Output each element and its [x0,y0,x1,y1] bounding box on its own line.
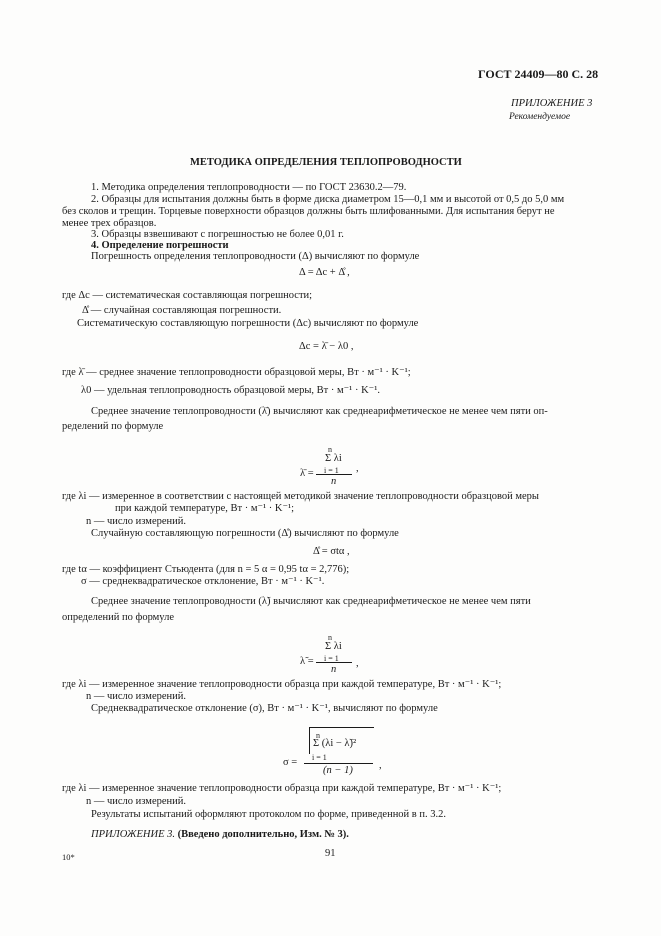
where-10: n — число измерений. [86,691,186,702]
where-9: где λi — измеренное значение теплопроводности образца при каждой температуре, Вт · м⁻¹ · K⁻¹; [62,679,502,690]
formula-3-n-bottom: i = 1 [324,466,339,475]
where-5b: при каждой температуре, Вт · м⁻¹ · K⁻¹; [115,503,295,514]
paragraph-3: 3. Образцы взвешивают с погрешностью не более 0,01 г. [91,229,344,240]
formula-5-comma: , [356,658,359,669]
where-2: Δ̊ — случайная составляющая погрешности. [82,305,282,316]
where-12: n — число измерений. [86,796,186,807]
formula-6-numerator: Σ (λi − λ̃)² [313,738,357,749]
formula-3-fraction-bar [316,474,352,475]
paragraph-7a: Среднее значение теплопроводности (λ̄) вычисляют как среднеарифметическое не менее чем пяти оп- [91,406,548,417]
formula-5-numerator: Σ λi [325,641,342,652]
paragraph-7b: ределений по формуле [62,421,164,432]
paragraph-11: Результаты испытаний оформляют протоколом по форме, приведенной в п. 3.2. [91,809,447,820]
paragraph-2a: 2. Образцы для испытания должны быть в форме диска диаметром 15—0,1 мм и высотой от 0,5 до 5,0 мм [91,194,565,205]
formula-3-n-top: n [328,445,332,454]
formula-3-comma: , [356,463,359,474]
paragraph-9b: определений по формуле [62,612,174,623]
formula-6-n-bottom: i = 1 [312,753,327,762]
where-3: где λ̄ — среднее значение теплопроводности образцовой меры, Вт · м⁻¹ · K⁻¹; [62,367,411,378]
formula-5-left: λ̃ = [300,656,314,667]
recommended-label: Рекомендуемое [509,112,571,122]
section-title: МЕТОДИКА ОПРЕДЕЛЕНИЯ ТЕПЛОПРОВОДНОСТИ [190,157,462,168]
formula-3-numerator: Σ λi [325,453,342,464]
appendix-label: ПРИЛОЖЕНИЕ 3 [511,98,593,109]
formula-5-n-top: n [328,633,332,642]
formula-1: Δ = Δс + Δ̊ , [299,267,350,278]
page-number: 91 [325,848,336,859]
where-4: λ0 — удельная теплопроводность образцовой меры, Вт · м⁻¹ · K⁻¹. [81,385,380,396]
paragraph-9a: Среднее значение теплопроводности (λ̃) вычисляют как среднеарифметическое не менее чем пяти [91,596,531,607]
paragraph-4-heading: 4. Определение погрешности [91,240,229,251]
formula-3-denominator: n [331,476,337,487]
paragraph-2c: менее трех образцов. [62,218,157,229]
formula-5-denominator: n [331,664,337,675]
paragraph-2b: без сколов и трещин. Торцевые поверхности образцов должны быть шлифованными. Для испытания берут не [62,206,555,217]
formula-4: Δ̊ = σtα , [313,546,350,557]
where-1: где Δс — систематическая составляющая погрешности; [62,290,313,301]
where-6: n — число измерений. [86,516,186,527]
paragraph-8: Случайную составляющую погрешности (Δ̊) вычисляют по формуле [91,528,399,539]
formula-6-denominator: (n − 1) [323,765,353,776]
where-8: σ — среднеквадратическое отклонение, Вт · м⁻¹ · K⁻¹. [81,576,325,587]
where-7: где tα — коэффициент Стьюдента (для n = 5 α = 0,95 tα = 2,776); [62,564,350,575]
paragraph-1: 1. Методика определения теплопроводности — по ГОСТ 23630.2—79. [91,182,407,193]
paragraph-10: Среднеквадратическое отклонение (σ), Вт · м⁻¹ · K⁻¹, вычисляют по формуле [91,703,438,714]
paragraph-6: Систематическую составляющую погрешности (Δс) вычисляют по формуле [77,318,419,329]
where-5a: где λi — измеренное в соответствии с настоящей методикой значение теплопроводности образцовой меры [62,491,539,502]
formula-3-left: λ̄ = [300,468,314,479]
amendment-note [91,829,349,841]
formula-6-fraction-bar [304,763,373,764]
formula-5-n-bottom: i = 1 [324,654,339,663]
where-11: где λi — измеренное значение теплопроводности образца при каждой температуре, Вт · м⁻¹ · K⁻¹; [62,783,502,794]
formula-6-comma: , [379,760,382,771]
paragraph-5: Погрешность определения теплопроводности (Δ) вычисляют по формуле [91,251,420,262]
formula-2: Δс = λ̄ − λ0 , [299,341,354,352]
formula-5-fraction-bar [316,662,352,663]
formula-6-n-top: n [316,731,320,740]
amendment-appendix: ПРИЛОЖЕНИЕ 3. [91,829,175,840]
footer-mark: 10* [62,852,75,862]
formula-6-left: σ = [283,757,298,768]
amendment-text: (Введено дополнительно, Изм. № 3). [177,829,349,840]
document-code: ГОСТ 24409—80 С. 28 [478,67,599,81]
